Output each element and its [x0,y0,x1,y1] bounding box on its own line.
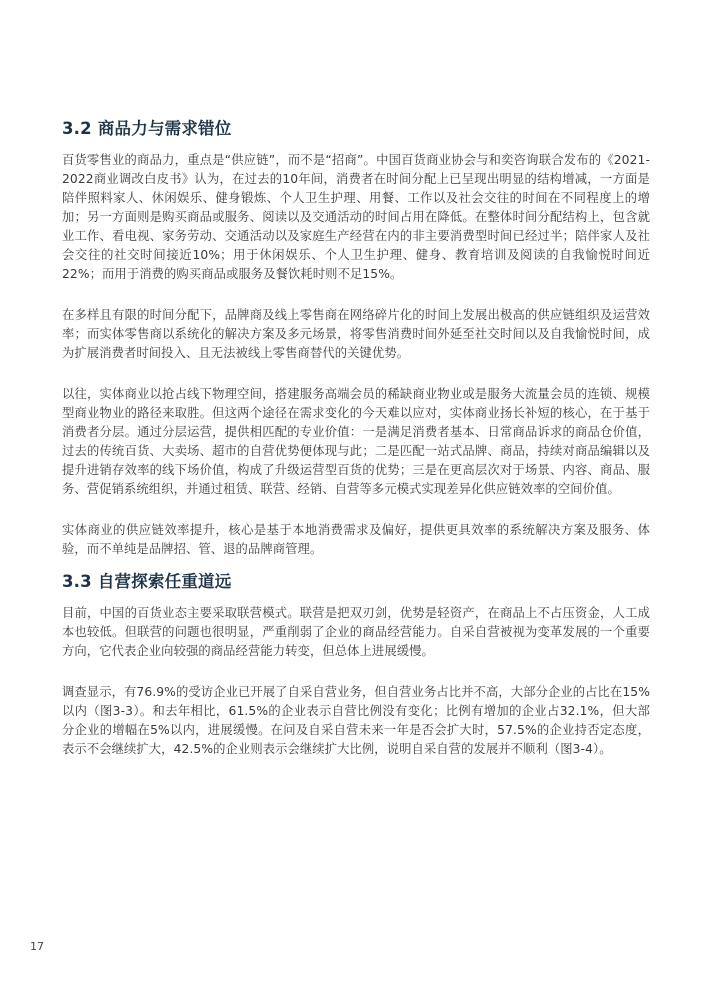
paragraph: 以往，实体商业以抢占线下物理空间，搭建服务高端会员的稀缺商业物业或是服务大流量会员的连锁、规模型商业物业的路径来取胜。但这两个途径在需求变化的今天难以应对，实体商业扬长补短的核心，在于基于消费者分层。通过分层运营，提供相匹配的专业价值：一是满足消费者基本、日常商品诉求的商品仓价值，过去的传统百货、大卖场、超市的自营优势便体现与此；二是匹配一站式品牌、商品，持续对商品编辑以及提升进销存效率的线下场价值，构成了升级运营型百货的优势；三是在更高层次对于场景、内容、商品、服务、营促销系统组织，并通过租赁、联营、经销、自营等多元模式实现差异化供应链效率的空间价值。 [62,387,650,496]
paragraph: 在多样且有限的时间分配下，品牌商及线上零售商在网络碎片化的时间上发展出极高的供应链组织及运营效率；而实体零售商以系统化的解决方案及多元场景，将零售消费时间外延至社交时间以及自我愉悦时间，成为扩展消费者时间投入、且无法被线上零售商替代的关键优势。 [62,308,650,360]
section-title-text: 商品力与需求错位 [97,119,232,138]
section-heading-3-3 [62,571,650,593]
section-number: 3.3 [62,572,92,591]
page-number: 17 [30,940,44,953]
paragraph: 实体商业的供应链效率提升，核心是基于本地消费需求及偏好，提供更具效率的系统解决方案及服务、体验，而不单纯是品牌招、管、退的品牌商管理。 [62,523,650,556]
paragraph: 百货零售业的商品力，重点是“供应链”，而不是“招商”。中国百货商业协会与和奕咨询联合发布的《2021-2022商业调改白皮书》认为，在过去的10年间，消费者在时间分配上已呈现出明显的结构增减，一方面是陪伴照料家人、休闲娱乐、健身锻炼、个人卫生护理、用餐、工作以及社会交往的时间在不同程度上的增加；另一方面则是购买商品或服务、阅读以及交通活动的时间占用在降低。在整体时间分配结构上，包含就业工作、看电视、家务劳动、交通活动以及家庭生产经营在内的非主要消费型时间已经过半；陪伴家人及社会交往的社交时间接近10%；用于休闲娱乐、个人卫生护理、健身、教育培训及阅读的自我愉悦时间近 22%；而用于消费的购买商品或服务及餐饮耗时则不足15%。 [62,153,650,281]
page-content [62,118,650,781]
section-title-text: 自营探索任重道远 [97,572,232,591]
paragraph: 目前，中国的百货业态主要采取联营模式。联营是把双刃剑，优势是轻资产，在商品上不占压资金，人工成本也较低。但联营的问题也很明显，严重削弱了企业的商品经营能力。自采自营被视为变革发展的一个重要方向，它代表企业向较强的商品经营能力转变，但总体上进展缓慢。 [62,606,650,658]
section-heading-3-2 [62,118,650,140]
paragraph: 调查显示，有76.9%的受访企业已开展了自采自营业务，但自营业务占比并不高，大部分企业的占比在15%以内（图3-3）。和去年相比，61.5%的企业表示自营比例没有变化；比例有增加的企业占32.1%，但大部分企业的增幅在5%以内，进展缓慢。在问及自采自营未来一年是否会扩大时，57.5%的企业持否定态度，表示不会继续扩大，42.5%的企业则表示会继续扩大比例，说明自采自营的发展并不顺利（图3-4）。 [62,685,650,756]
section-number: 3.2 [62,119,92,138]
